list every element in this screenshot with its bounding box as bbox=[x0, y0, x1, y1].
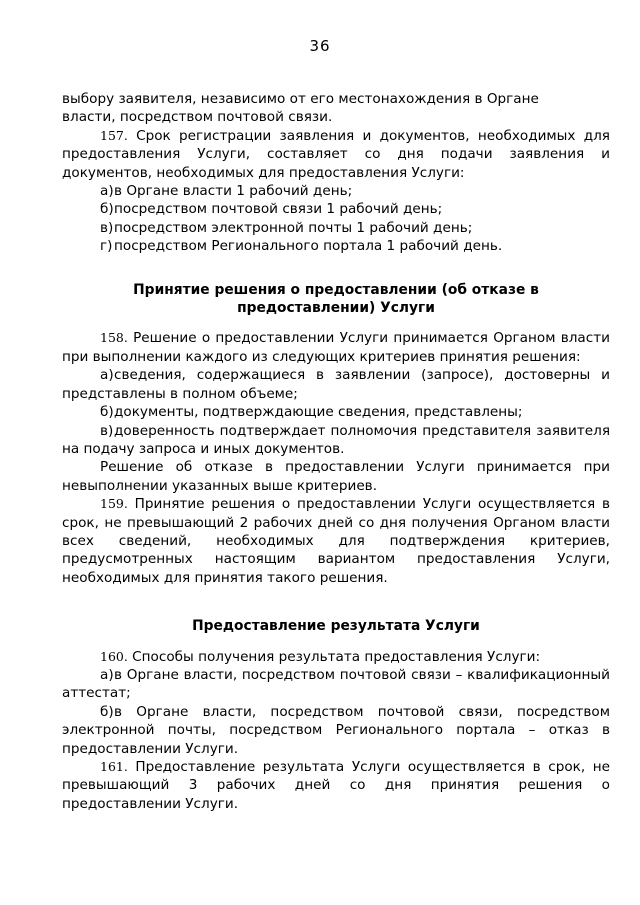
paragraph-text: Принятие решения о предоставлении Услуги осуществляется в срок, не превышающий 2 рабочих дней со дня получения Органом власти всех сведений, необходимых для подтверждения критериев, предусмотренных настоящим вариантом предоставления Услуги, необходимых для принятия такого решения. bbox=[62, 496, 610, 586]
page-number: 36 bbox=[309, 37, 331, 55]
list-item bbox=[62, 200, 610, 218]
list-item-text: документы, подтверждающие сведения, представлены; bbox=[114, 404, 523, 421]
paragraph-number: 161. bbox=[100, 759, 128, 774]
list-item-text: в Органе власти 1 рабочий день; bbox=[114, 183, 353, 200]
section-heading-decision bbox=[62, 281, 610, 318]
intro-line-1: выбору заявителя, независимо от его местонахождения в Органе bbox=[62, 91, 539, 107]
paragraph-157 bbox=[62, 127, 610, 182]
paragraph-number: 159. bbox=[100, 496, 128, 512]
list-item-text: сведения, содержащиеся в заявлении (запросе), достоверны и представлены в полном объеме; bbox=[62, 367, 610, 402]
paragraph-text: Способы получения результата предоставления Услуги: bbox=[132, 648, 541, 665]
paragraph-158 bbox=[62, 329, 610, 366]
paragraph-text: Решение о предоставлении Услуги принимается Органом власти при выполнении каждого из следующих критериев принятия решения: bbox=[62, 330, 610, 365]
list-item-label: а) bbox=[100, 666, 114, 683]
paragraph-number: 160. bbox=[100, 648, 128, 664]
list-item bbox=[62, 703, 610, 758]
list-item-label: в) bbox=[100, 219, 114, 236]
list-item-label: а) bbox=[100, 367, 114, 384]
list-item-text: в Органе власти, посредством почтовой связи – квалификационный аттестат; bbox=[62, 666, 610, 702]
paragraph-text: Срок регистрации заявления и документов, необходимых для предоставления Услуги, составляет со дня подачи заявления и документов, необходимых для предоставления Услуги: bbox=[62, 127, 610, 181]
list-item bbox=[62, 182, 610, 200]
list-item bbox=[62, 366, 610, 403]
heading-line: предоставлении) Услуги bbox=[237, 300, 435, 317]
paragraph-159 bbox=[62, 495, 610, 587]
list-item-label: б) bbox=[100, 404, 114, 421]
paragraph-number: 158. bbox=[100, 330, 128, 346]
list-item-text: посредством Регионального портала 1 рабочий день. bbox=[114, 238, 503, 255]
list-item bbox=[62, 237, 610, 255]
heading-line: Принятие решения о предоставлении (об отказе в bbox=[133, 281, 539, 298]
list-item-label: б) bbox=[100, 201, 114, 218]
paragraph-text: Предоставление результата Услуги осуществляется в срок, не превышающий 3 рабочих дней со дня принятия решения о предоставлении Услуги. bbox=[62, 759, 610, 812]
list-item bbox=[62, 666, 610, 703]
list-item-text: доверенность подтверждает полномочия представителя заявителя на подачу запроса и иных документов. bbox=[62, 422, 610, 457]
list-item-text: в Органе власти, посредством почтовой связи, посредством электронной почты, посредством Регионального портала – отказ в предоставлении Услуги. bbox=[62, 703, 610, 757]
list-item-label: в) bbox=[100, 422, 114, 439]
paragraph-160 bbox=[62, 648, 610, 666]
list-item-text: посредством электронной почты 1 рабочий день; bbox=[114, 219, 473, 236]
list-item-label: г) bbox=[100, 238, 113, 255]
section-heading-result: Предоставление результата Услуги bbox=[192, 618, 480, 635]
list-item bbox=[62, 403, 610, 421]
list-item-text: посредством почтовой связи 1 рабочий день; bbox=[114, 201, 443, 218]
list-item-label: а) bbox=[100, 183, 114, 200]
list-item bbox=[62, 422, 610, 459]
page-content bbox=[62, 90, 610, 813]
refusal-paragraph: Решение об отказе в предоставлении Услуги принимается при невыполнении указанных выше критериев. bbox=[62, 459, 610, 494]
intro-line-2: власти, посредством почтовой связи. bbox=[62, 109, 333, 126]
list-item-label: б) bbox=[100, 703, 114, 720]
list-item bbox=[62, 219, 610, 237]
paragraph-161 bbox=[62, 758, 610, 813]
paragraph-number: 157. bbox=[100, 127, 128, 143]
